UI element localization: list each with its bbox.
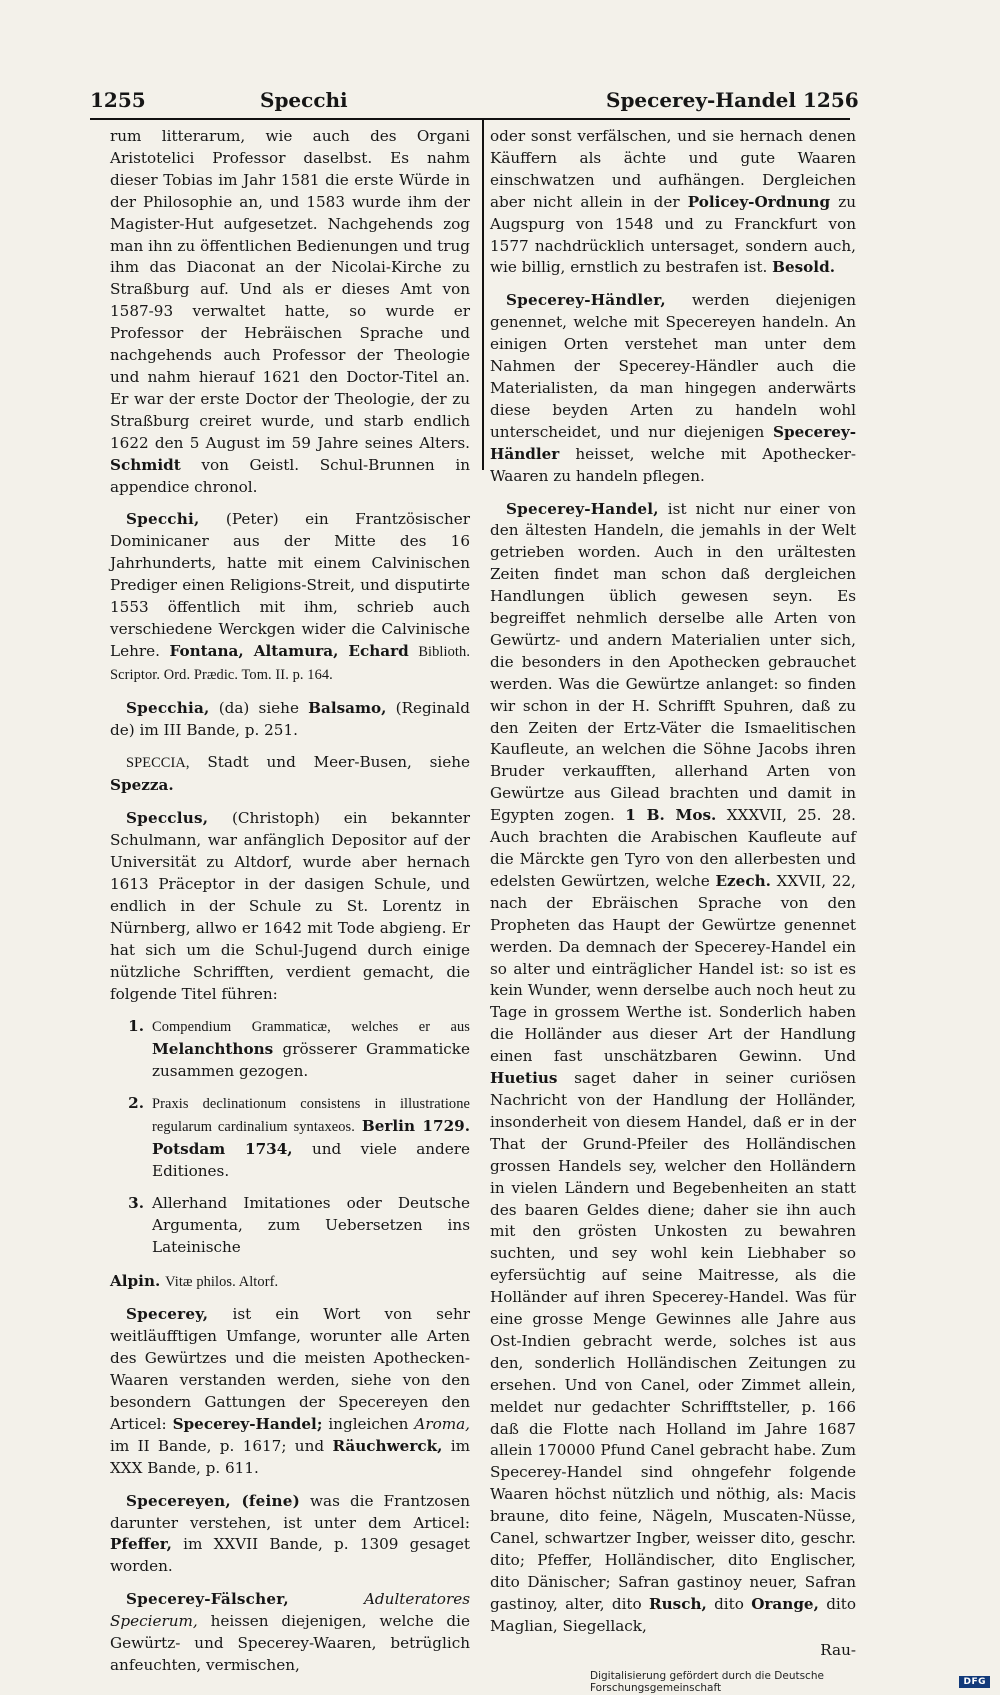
entry-text: XXVII, 22, nach der Ebräischen Sprache von den Propheten das Haupt der Gewürtze genennet werden. Da demnach der Specerey-Handel ein so alter und einträglicher Handel ist: so ist es kein Wunder, wenn derselbe auch noch heut zu Tage in grossem Werthe ist. Sonderlich haben die Holländer aus dieser Art der Handlung einen fast unschätzbaren Gewinn. Und — [490, 871, 856, 1066]
page-header — [90, 84, 859, 120]
entry-specchia — [110, 698, 470, 742]
cross-reference: Policey-Ordnung — [687, 192, 831, 211]
entry-specerey-faelscher — [110, 1589, 470, 1677]
page-number-right: 1256 — [803, 88, 859, 112]
list-text: und viele andere Editiones. — [152, 1139, 470, 1180]
right-column — [490, 126, 856, 1673]
entry-keyword: Specerey-Fälscher, — [126, 1590, 289, 1609]
source-citation: Schmidt — [110, 455, 181, 474]
scripture-reference: Ezech. — [715, 871, 771, 890]
cross-reference: Balsamo, — [308, 698, 387, 717]
entry-keyword: Specclus, — [126, 809, 209, 828]
digitization-footer — [590, 1670, 990, 1694]
latin-term: Adulteratores Specierum, — [110, 1590, 470, 1631]
entry-keyword: Specereyen, (feine) — [126, 1491, 300, 1510]
entry-text: dito Maglian, Siegellack, — [490, 1594, 857, 1635]
entry-text: im XXVII Bande, p. 1309 gesaget worden. — [110, 1535, 470, 1576]
entry-keyword: Specchia, — [126, 698, 210, 717]
entry-text: was die Frantzosen darunter verstehen, ist unter dem Articel: — [110, 1491, 470, 1532]
list-number: 2. — [128, 1094, 144, 1113]
entry-text: dito — [714, 1594, 744, 1613]
entry-specerey-faelscher-continued — [490, 126, 856, 279]
entry-specerey-handel — [490, 499, 856, 1662]
cross-reference: Specerey-Handel; — [172, 1414, 323, 1433]
catchword: Rau- — [820, 1640, 856, 1659]
source-citation: Fontana, Altamura, Echard — [169, 641, 409, 660]
entry-text: XXXVII, 25. 28. Auch brachten die Arabischen Kaufleute auf die Märckte gen Tyro von den allerbesten und edelsten Gewürtzen, welche — [490, 806, 857, 890]
cross-reference: Specerey-Händler — [490, 422, 856, 463]
cross-reference: Spezza. — [110, 776, 174, 795]
entry-speccia — [110, 752, 470, 797]
list-item — [110, 1093, 470, 1183]
entry-text: ingleichen — [328, 1414, 409, 1433]
goods-name: Rusch, — [648, 1594, 707, 1613]
entry-specchi-peter — [110, 509, 470, 686]
header-keyword-right: Specerey-Handel — [606, 88, 796, 112]
entry-text: werden diejenigen genennet, welche mit Specereyen handeln. An einigen Orten verstehet man unter dem Nahmen der Specerey-Händler auch die Materialisten, da man hingegen anderwärts diese beyden Arten zu handeln wohl unterscheidet, und nur diejenigen — [490, 291, 856, 441]
entry-keyword: Specerey-Händler, — [506, 291, 666, 310]
entry-specerey-haendler — [490, 290, 856, 487]
entry-text: (Christoph) ein bekannter Schulmann, war anfänglich Depositor auf der Universität zu Altdorf, wurde aber hernach 1613 Präceptor in der dasigen Schule, und endlich in der Schule zu St. Lorentz in Nürnberg, allwo er 1642 mit Tode abgieng. Er hat sich um die Schul-Jugend durch einige nützliche Schrifften, verdient gemacht, die folgende Titel führen: — [110, 809, 471, 1003]
entry-text: heisset, welche mit Apothecker-Waaren zu handeln pflegen. — [490, 444, 856, 485]
footer-text: Digitalisierung gefördert durch die Deutsche Forschungsgemeinschaft — [590, 1670, 824, 1694]
list-text: Compendium Grammaticæ, welches er aus — [152, 1019, 470, 1036]
scripture-reference: 1 B. Mos. — [625, 806, 717, 825]
entry-text: Biblioth. Scriptor. Ord. Prædic. Tom. II. p. 164. — [110, 643, 471, 683]
column-divider — [482, 120, 484, 470]
entry-keyword: Specchi, — [126, 510, 200, 529]
list-item — [110, 1193, 470, 1259]
entry-text: oder sonst verfälschen, und sie hernach denen Käuffern als ächte und gute Waaren einschwatzen und aufhängen. Dergleichen aber nicht allein in der — [490, 127, 856, 211]
list-text: Allerhand Imitationes oder Deutsche Argumenta, zum Uebersetzen ins Lateinische — [152, 1193, 470, 1256]
entry-keyword: SPECCIA, — [126, 755, 190, 772]
entry-text: (Peter) ein Frantzösischer Dominicaner aus der Mitte des 16 Jahrhunderts, hatte mit einem Calvinischen Prediger einen Religions-Streit, und disputirte 1553 öffentlich mit ihm, schrieb auch verschiedene Werckgen wider die Calvinische Lehre. — [110, 510, 471, 660]
left-column — [110, 126, 470, 1688]
works-list — [110, 1016, 470, 1258]
entry-specclus — [110, 808, 470, 1005]
entry-text: Vitæ philos. Altorf. — [165, 1273, 279, 1290]
entry-text: (da) siehe — [218, 698, 299, 717]
list-number: 3. — [128, 1193, 144, 1212]
entry-text: rum litterarum, wie auch des Organi Aristotelici Professor daselbst. Es nahm dieser Tobias im Jahr 1581 die erste Würde in der Philosophie an, und 1583 wurde ihm der Magister-Hut aufgesetzet. Nachgehends zog man ihn zu öffentlichen Bedienungen und trug ihm das Diaconat an der Nicolai-Kirche zu Straßburg auf. Und als er dieses Amt von 1587-93 verwaltet hatte, so wurde er Professor der Hebräischen Sprache und nachgehends auch Professor der Theologie und nahm hierauf 1621 den Doctor-Titel an. Er war der erste Doctor der Theologie, der zu Straßburg creiret wurde, und starb endlich 1622 den 5 August im 59 Jahre seines Alters. — [110, 127, 470, 452]
source-citation: Alpin. — [110, 1271, 161, 1290]
entry-specchi-tobias-continued — [110, 126, 470, 498]
entry-text: heissen diejenigen, welche die Gewürtz- und Specerey-Waaren, betrüglich anfeuchten, vermischen, — [110, 1612, 470, 1674]
goods-name: Orange, — [751, 1594, 819, 1613]
entry-keyword: Specerey-Handel, — [506, 499, 659, 518]
latin-term: Aroma, — [414, 1414, 471, 1433]
entry-text: im XXX Bande, p. 611. — [110, 1436, 470, 1477]
source-citation: Huetius — [490, 1069, 558, 1088]
list-number: 1. — [128, 1017, 144, 1036]
list-text: Berlin 1729. Potsdam 1734, — [152, 1117, 470, 1158]
entry-text: ist nicht nur einer von den ältesten Handeln, die jemahls in der Welt getrieben worden. Auch in den urältesten Zeiten findet man schon daß dergleichen Handlungen üblich gewesen seyn. Es begreiffet nehmlich derselbe alle Arten von Gewürtz- und andern Materialien unter sich, die besonders in den Apothecken gebrauchet werden. Was die Gewürtze anlanget: so finden wir schon in der H. Schrifft Spuhren, daß zu den Zeiten der Ertz-Väter die Ismaelitischen Kaufleute, an welchen die Söhne Jacobs ihren Bruder verkaufften, allerhand Arten von Gewürtze aus Gilead brachten und damit in Egypten zogen. — [490, 499, 856, 825]
list-text: Praxis declinationum consistens in illustratione regularum cardinalium syntaxeos. — [152, 1096, 470, 1136]
dfg-logo-icon: DFG — [959, 1676, 990, 1688]
entry-text: von Geistl. Schul-Brunnen in appendice chronol. — [110, 455, 470, 496]
list-item — [110, 1016, 470, 1083]
entry-text: zu Augspurg von 1548 und zu Franckfurt von 1577 nachdrücklich untersaget, sondern auch, wie billig, ernstlich zu bestrafen ist. — [490, 192, 857, 277]
list-text: Melanchthons — [152, 1040, 274, 1059]
source-citation: Besold. — [772, 258, 835, 277]
entry-specerey — [110, 1304, 470, 1479]
entry-text: im II Bande, p. 1617; und — [110, 1436, 325, 1455]
entry-text: Stadt und Meer-Busen, siehe — [207, 753, 470, 772]
entry-keyword: Specerey, — [126, 1305, 209, 1324]
entry-text: (Reginald de) im III Bande, p. 251. — [110, 698, 471, 739]
entry-text: saget daher in seiner curiösen Nachricht von der Handlung der Holländer, insonderheit von diesem Handel, daß er in der That der Grund-Pfeiler des Holländischen grossen Handels sey, welcher den Holländern in vielen Ländern und Begebenheiten an statt des baaren Geldes diene; daher sie ihn auch mit den grösten Unkosten zu bewahren suchten, und sey wohl kein Liebhaber so eyfersüchtig auf seine Maitresse, als die Holländer auf ihren Specerey-Handel. Was für eine grosse Menge Gewinnes alle Jahre aus Ost-Indien gebracht werde, solches ist aus den, sonderlich Holländischen Zeitungen zu ersehen. Und von Canel, oder Zimmet allein, meldet nur gedachter Schrifftsteller, p. 166 daß die Flotte nach Holland im Jahre 1687 allein 170000 Pfund Canel gebracht habe. Zum Specerey-Handel sind ohngefehr folgende Waaren höchst nützlich und nöthig, als: Macis braune, dito feine, Nägeln, Muscaten-Nüsse, Canel, schwartzer Ingber, weisser dito, geschr. dito; Pfeffer, Holländischer, dito Englischer, dito Dänischer; Safran gastinoy neuer, Safran gastinoy, alter, dito — [490, 1069, 856, 1613]
entry-text: ist ein Wort von sehr weitläufftigen Umfange, worunter alle Arten des Gewürtzes und die meisten Apothecken-Waaren verstanden werden, siehe von den besondern Gattungen der Specereyen den Articel: — [110, 1305, 471, 1433]
page-number-left: 1255 — [90, 88, 146, 112]
list-text: grösserer Grammaticke zusammen gezogen. — [152, 1040, 470, 1081]
entry-specereyen-feine — [110, 1491, 470, 1579]
header-keyword-left: Specchi — [260, 88, 348, 112]
entry-specclus-source — [110, 1271, 470, 1294]
cross-reference: Räuchwerck, — [332, 1436, 443, 1455]
cross-reference: Pfeffer, — [110, 1535, 172, 1554]
